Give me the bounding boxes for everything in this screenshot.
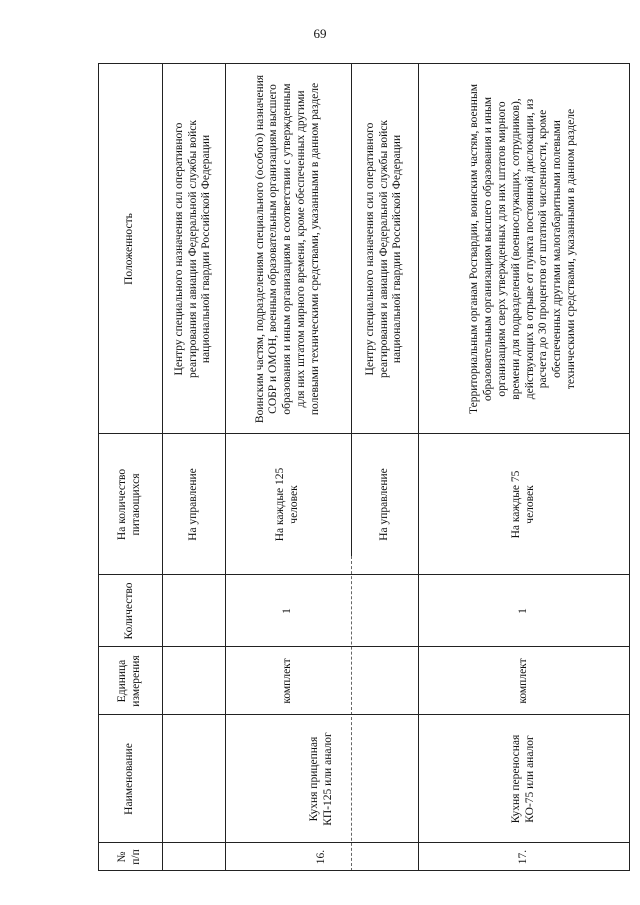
header-provision: Положенность xyxy=(123,213,136,285)
provision-table xyxy=(98,63,630,871)
per-count-cell: На каждые 75 человек xyxy=(509,470,536,539)
header-quantity: Количество xyxy=(123,582,136,640)
provision-cell: Центру специального назначения сил оперативного реагирования и авиации Федеральной службы войск национальной гвардии Российской Федерации xyxy=(172,120,213,378)
table-border-bottom xyxy=(629,63,630,871)
provision-cell: Центру специального назначения сил оперативного реагирования и авиации Федеральной службы войск национальной гвардии Российской Федерации xyxy=(363,120,404,378)
page-number: 69 xyxy=(313,26,327,41)
header-name: Наименование xyxy=(123,743,136,815)
unit-cell: комплект xyxy=(281,658,294,704)
provision-cell: Территориальным органам Росгвардии, воинским частям, военным образовательным организациям высшего образования и иным организациям сверх утвержденных для них штатов мирного времени для подразделений (военнослужащих, сотрудников), действующих в отрыве от пункта постоянной дислокации, из расчета до 30 процентов от штатной численности, кроме обеспеченных другими малогабаритными полевыми техническими средствами, указанными в данном разделе xyxy=(468,84,577,414)
unit-cell: комплект xyxy=(516,658,529,704)
per-count-cell: На управление xyxy=(186,468,199,541)
per-count-cell: На управление xyxy=(377,468,390,541)
row-number: 16. xyxy=(314,849,327,865)
per-count-cell: На каждые 125 человек xyxy=(274,467,300,542)
item-name: Кухня переносная КО-75 или аналог xyxy=(509,734,536,824)
header-unit: Единица измерения xyxy=(116,655,142,707)
header-per-count: На количество питающихся xyxy=(116,468,142,541)
quantity-cell: 1 xyxy=(281,608,294,614)
header-num: № п/п xyxy=(116,849,142,865)
provision-cell: Воинским частям, подразделениям специального (особого) назначения СОБР и ОМОН, военным образовательным организациям высшего образования и иным организациям в соответствии с утвержденным для них штатом мирного времени, кроме обеспеченных другими полевыми техническими средствами, указанными в данном разделе xyxy=(253,74,321,424)
row-number: 17. xyxy=(516,849,529,865)
rotated-table-wrapper xyxy=(97,74,631,865)
quantity-cell: 1 xyxy=(516,608,529,614)
item-name: Кухня прицепная КП-125 или аналог xyxy=(307,732,334,826)
